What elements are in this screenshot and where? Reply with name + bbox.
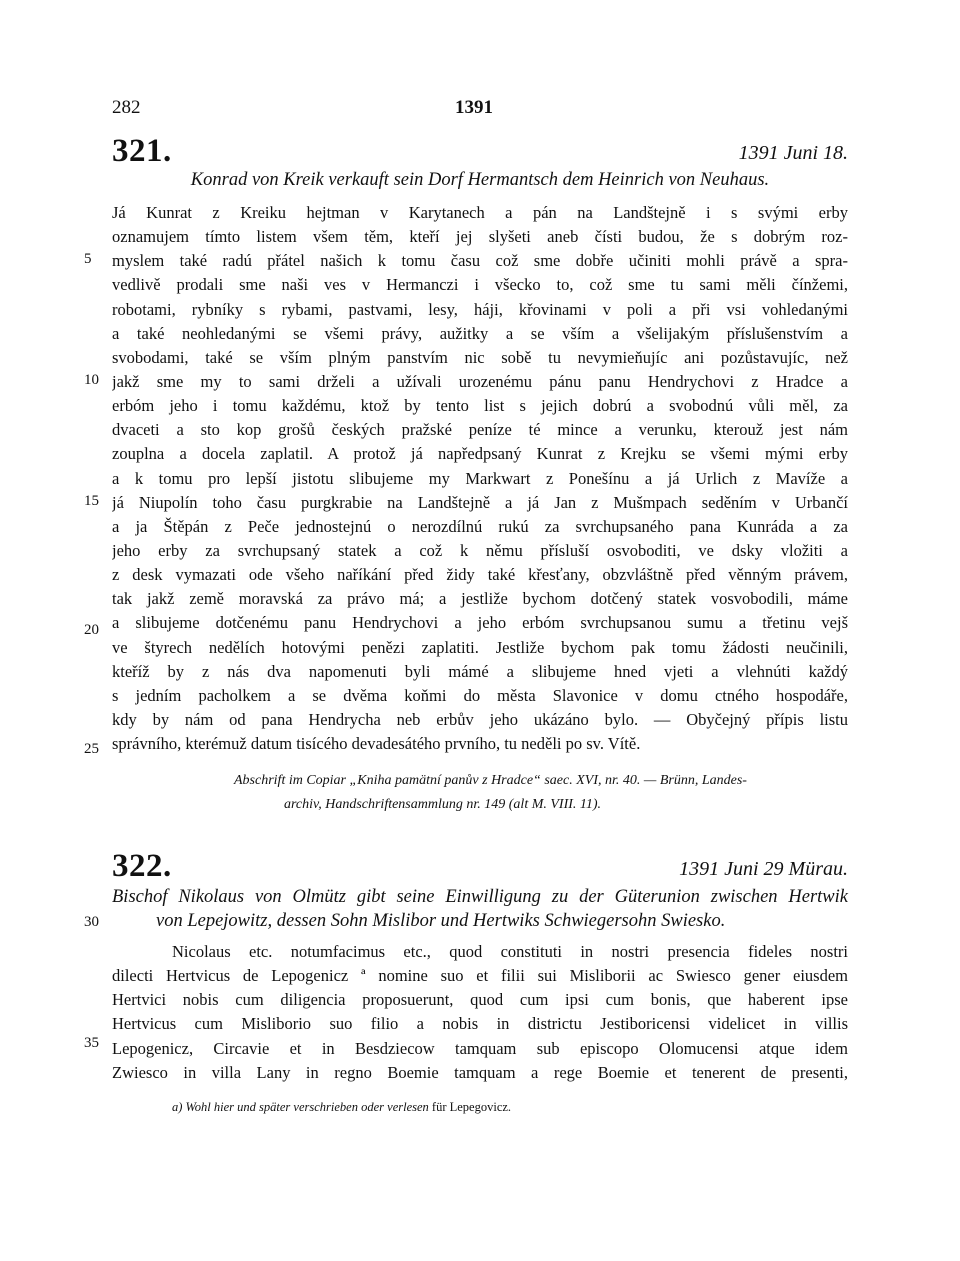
- document-number-322: 322.: [112, 848, 172, 884]
- running-title: 1391: [455, 97, 493, 118]
- text-line: Hertvicus cum Misliborio suo filio a nobis in districtu Jestiboricensi videlicet in villis: [112, 1014, 848, 1034]
- regest-line: von Lepejowitz, dessen Sohn Mislibor und Hertwiks Schwiegersohn Swiesko.: [156, 911, 726, 931]
- footnote-term: für Lepegovicz.: [431, 1100, 512, 1114]
- text-line: já Niupolín toho času purgkrabie na Landštejně a já Jan z Mušmpach seděním v Urbančí: [112, 492, 848, 512]
- line-number-15: 15: [84, 493, 99, 509]
- text-line: kdy by nám od pana Hendrycha neb erbův jeho ukázáno bylo. — Obyčejný přípis listu: [112, 709, 848, 729]
- text-line: vedlivě prodali sme naši ves v Hermanczi i všecko to, což sme tu sami měli čínžemi,: [112, 275, 848, 295]
- text-line: myslem také radú přátel našich k tomu času což sme dobře učiniti mohli právě a spra-: [112, 251, 848, 271]
- text-line: jeho erby za svrchupsaný statek a což k němu přísluší osvoboditi, ve dsky vložiti a: [112, 540, 848, 560]
- text-line: a k tomu pro lepší jistotu slibujeme my Markwart z Ponešínu a já Urlich z Mavíže a: [112, 468, 848, 488]
- line-number-5: 5: [84, 251, 92, 267]
- document-date-321: 1391 Juni 18.: [738, 142, 848, 164]
- text-line: s jedním pacholkem a se dvěma koňmi do města Slavonice v domu ctného hospodáře,: [112, 685, 848, 705]
- line-number-25: 25: [84, 741, 99, 757]
- line-number-10: 10: [84, 372, 99, 388]
- document-text-321: [112, 201, 848, 756]
- source-line: Abschrift im Copiar „Kniha pamätní panův z Hradce“ saec. XVI, nr. 40. — Brünn, Landes-: [234, 773, 747, 788]
- regest-line: Bischof Nikolaus von Olmütz gibt seine Einwilligung zu der Güterunion zwischen Hertwik: [112, 887, 848, 907]
- text-line: oznamujem tímto listem všem těm, kteří jej slyšeti aneb čísti budou, že s dobrým roz-: [112, 227, 848, 247]
- text-line: Zwiesco in villa Lany in regno Boemie tamquam a rege Boemie et tenerent de presenti,: [112, 1062, 848, 1082]
- text-line: ve štyrech nedělích hotovými penězi zaplatiti. Jestliže bychom pak tomu žádosti neučinili,: [112, 637, 848, 657]
- document-number-321: 321.: [112, 133, 172, 169]
- line-number-35: 35: [84, 1035, 99, 1051]
- document-text-322: [112, 940, 848, 1085]
- text-line: tak jakž země moravská za právo má; a jestliže bychom dotčený statek vosvobodili, máme: [112, 589, 848, 609]
- text-line: kteříž by z nás dva napomenuti byli mámé a slibujeme hned vjeti a vlehnúti každý: [112, 661, 848, 681]
- text-line: správního, kterémuž datum tisícého devadesátého prvního, tu neděli po sv. Vítě.: [112, 734, 641, 754]
- line-number-20: 20: [84, 622, 99, 638]
- regest-322: [112, 885, 848, 933]
- footnote-mark: a): [172, 1100, 183, 1114]
- text-line: zouplna a docela zaplatil. A protož já napředpsaný Kunrat z Krejku se všemi mými erby: [112, 444, 848, 464]
- text-line: dilecti Hertvicus de Lepogenicz ª nomine suo et filii sui Misliborii ac Swiesco gener eiusdem: [112, 966, 848, 986]
- text-line: Já Kunrat z Kreiku hejtman v Karytanech a pán na Landštejně i s svými erby: [112, 203, 848, 222]
- text-line: a slibujeme dotčenému panu Hendrychovi a jeho erbóm svrchupsanou sumu a třetinu vejš: [112, 613, 848, 633]
- line-number-30: 30: [84, 914, 99, 930]
- text-line: robotami, rybníky s rybami, pastvami, lesy, háji, křovinami v poli a při vsi vohledanými: [112, 299, 848, 319]
- text-line: jakž sme my to sami drželi a užívali urozenému pánu panu Hendrychovi z Hradce a: [112, 371, 848, 391]
- source-note-321: [112, 770, 848, 818]
- text-line: svobodami, také se vším plným panstvím nic sobě tu nevymieňujíc ani pozůstavujíc, než: [112, 347, 848, 367]
- footnote-text: Wohl hier und später verschrieben oder verlesen: [185, 1100, 429, 1114]
- footnote: [172, 1100, 511, 1115]
- page-number: 282: [112, 97, 141, 118]
- regest-321: Konrad von Kreik verkauft sein Dorf Hermantsch dem Heinrich von Neuhaus.: [190, 170, 770, 190]
- text-line: Nicolaus etc. notumfacimus etc., quod constituti in nostri presencia fideles nostri: [172, 942, 848, 961]
- document-date-322: 1391 Juni 29 Mürau.: [679, 858, 848, 880]
- text-line: a také neohledanými se všemi právy, aužitky a se vším a všelijakým příslušenstvím a: [112, 323, 848, 343]
- text-line: Hertvici nobis cum diligencia proposuerunt, quod cum ipsi cum bonis, que haberent ipse: [112, 990, 848, 1010]
- source-line: archiv, Handschriftensammlung nr. 149 (alt M. VIII. 11).: [284, 797, 602, 813]
- text-line: dvaceti a sto kop grošů českých pražské peníze té mince a verunku, kterouž jest nám: [112, 420, 848, 440]
- text-line: z desk vymazati ode všeho naříkání před židy také křesťany, obzvláštně před věnným právem,: [112, 565, 848, 585]
- text-line: erbóm jeho i tomu každému, ktož by tento list s jejich dobrú a svobodnú vůli měl, za: [112, 396, 848, 416]
- text-line: a ja Štěpán z Peče jednostejnú o nerozdílnú rukú za svrchupsaného pana Kunráda a za: [112, 516, 848, 536]
- text-line: Lepogenicz, Circavie et in Besdziecow tamquam sub episcopo Olomucensi atque idem: [112, 1038, 848, 1058]
